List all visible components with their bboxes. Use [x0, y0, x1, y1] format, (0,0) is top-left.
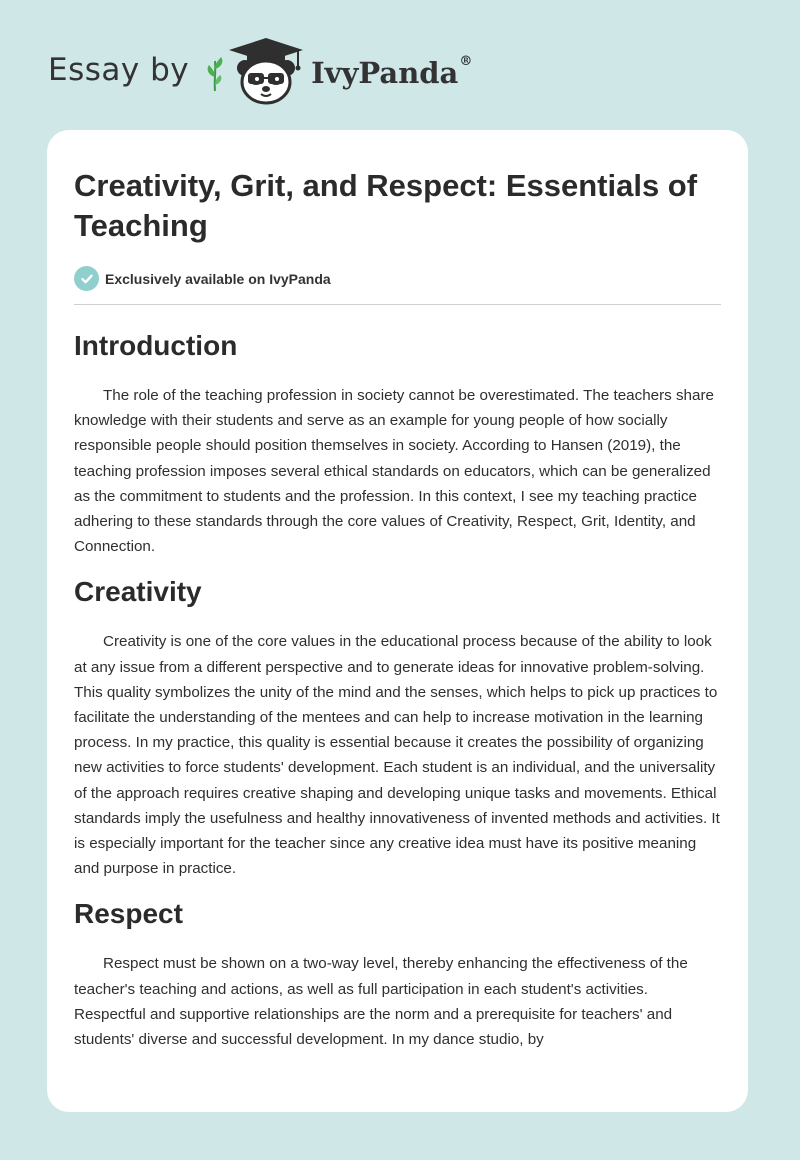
section-text-respect: Respect must be shown on a two-way level, thereby enhancing the effectiveness of the teacher's teaching and actions, as well as full participation in each student's activities. Respectful and supportive relationships are the norm and a prerequisite for teachers' and students' diverse and successful development. In my dance studio, by	[74, 955, 688, 1049]
brand-name	[311, 56, 472, 90]
section-heading-introduction: Introduction	[74, 330, 238, 361]
ivy-leaf-icon	[205, 47, 225, 98]
panda-logo-icon	[225, 34, 307, 111]
site-header	[48, 34, 472, 110]
check-icon	[74, 266, 99, 291]
section-text-creativity: Creativity is one of the core values in the educational process because of the ability to look at any issue from a different perspective and to generate ideas for innovative problem-solving. This quality symbolizes the unity of the mind and the senses, which helps to pick up practices to facilitate the understanding of the mentees and can help to increase motivation in the learning process. In my practice, this quality is essential because it creates the possibility of organizing new activities to force students' development. Each student is an individual, and the universality of the approach requires creative shaping and developing unique tasks and movements. Ethical standards imply the usefulness and healthy innovativeness of invented methods and activities. It is especially important for the teacher since any creative idea must have its positive meaning and purpose in practice.	[74, 633, 720, 878]
page-title: Creativity, Grit, and Respect: Essentials of Teaching	[74, 168, 698, 243]
section-heading-respect: Respect	[74, 898, 183, 930]
section-text-introduction: The role of the teaching profession in society cannot be overestimated. The teachers share knowledge with their students and serve as an example for young people of how socially responsible people should position themselves in society. According to Hansen (2019), the teaching profession imposes several ethical standards on educators, which can be generalized as the commitment to students and the profession. In this context, I see my teaching practice adhering to these standards through the core values of Creativity, Respect, Grit, Identity, and Connection.	[74, 387, 714, 556]
section-heading-creativity: Creativity	[74, 576, 202, 608]
essay-by-label: Essay by	[48, 52, 190, 88]
essay-card	[47, 130, 748, 1112]
ivypanda-logo[interactable]	[205, 34, 472, 111]
exclusive-badge	[74, 266, 721, 305]
brand-text: IvyPanda	[311, 56, 459, 90]
badge-label: Exclusively available on IvyPanda	[105, 270, 331, 287]
registered-mark: ®	[459, 54, 473, 69]
